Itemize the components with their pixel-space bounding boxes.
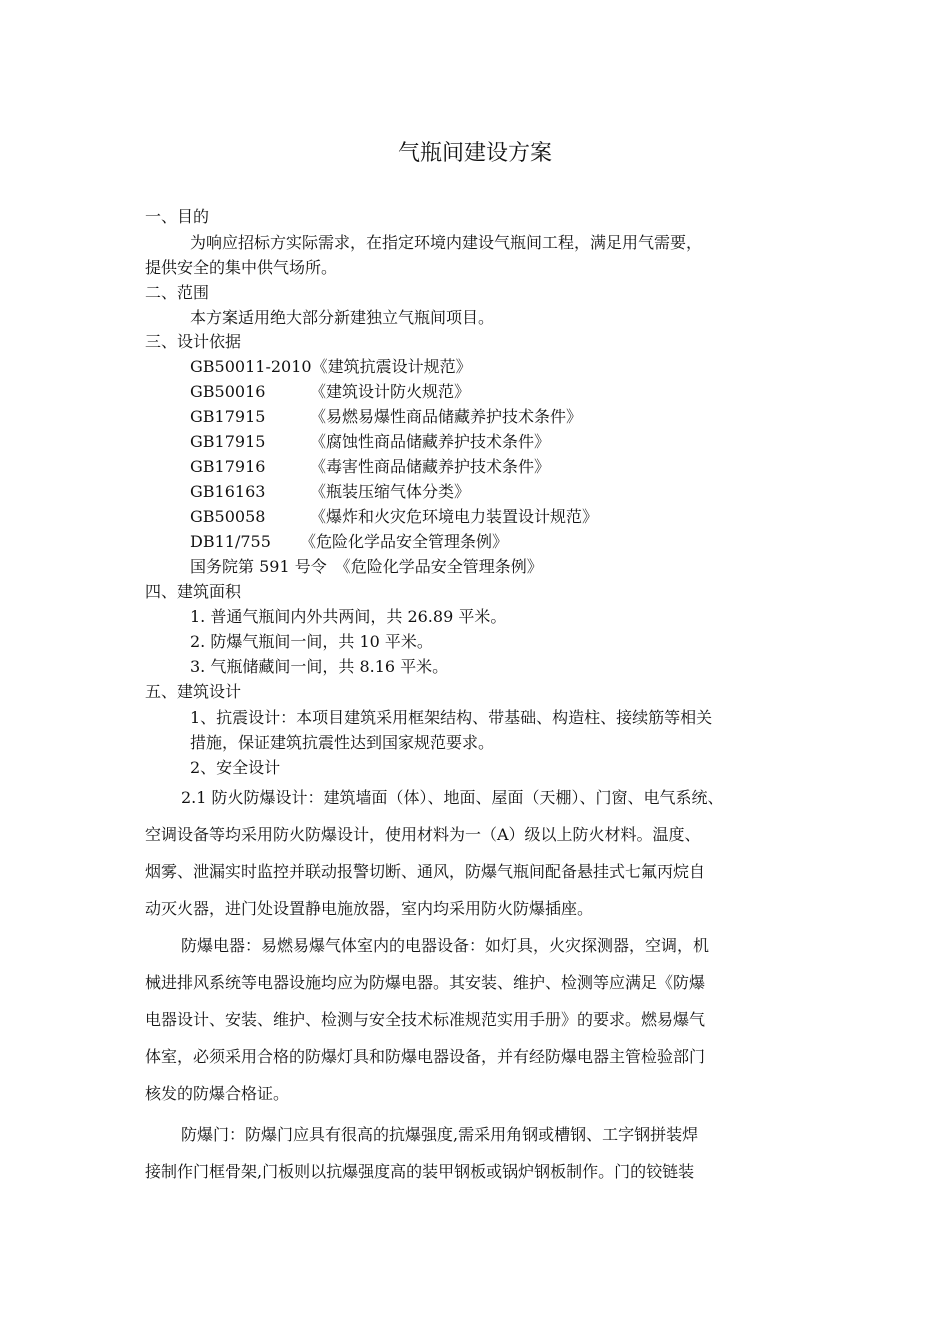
scope-paragraph: 本方案适用绝大部分新建独立气瓶间项目。 bbox=[190, 308, 495, 327]
standard-code: GB50016 bbox=[190, 382, 266, 401]
explosion-proof-electrical-line: 械进排风系统等电器设施均应为防爆电器。其安装、维护、检测等应满足《防爆 bbox=[145, 973, 706, 992]
standard-code: DB11/755 bbox=[190, 532, 271, 551]
fire-explosion-paragraph-line: 空调设备等均采用防火防爆设计，使用材料为一（A）级以上防火材料。温度、 bbox=[145, 825, 701, 844]
explosion-proof-electrical-line: 体室，必须采用合格的防爆灯具和防爆电器设备，并有经防爆电器主管检验部门 bbox=[145, 1047, 706, 1066]
standard-name: 《建筑抗震设计规范》 bbox=[311, 357, 472, 376]
standard-code: GB17915 bbox=[190, 432, 266, 451]
fire-explosion-paragraph-line: 2.1 防火防爆设计：建筑墙面（体）、地面、屋面（天棚）、门窗、电气系统、 bbox=[181, 788, 724, 807]
section-heading-scope: 二、范围 bbox=[145, 283, 210, 302]
safety-design-heading: 2、安全设计 bbox=[190, 758, 281, 777]
standard-code: GB50058 bbox=[190, 507, 266, 526]
standard-code: GB50011-2010 bbox=[190, 357, 312, 376]
page-title: 气瓶间建设方案 bbox=[397, 141, 552, 166]
standard-name: 《建筑设计防火规范》 bbox=[310, 382, 471, 401]
standard-name: 《易燃易爆性商品储藏养护技术条件》 bbox=[310, 407, 583, 426]
standard-item bbox=[190, 430, 550, 454]
purpose-paragraph-line: 提供安全的集中供气场所。 bbox=[145, 258, 338, 277]
standard-code: 国务院第 591 号令 bbox=[190, 557, 327, 576]
standard-name: 《危险化学品安全管理条例》 bbox=[334, 557, 543, 576]
explosion-proof-electrical-line: 核发的防爆合格证。 bbox=[145, 1084, 290, 1103]
purpose-paragraph-line: 为响应招标方实际需求，在指定环境内建设气瓶间工程，满足用气需要， bbox=[190, 233, 703, 252]
standard-code: GB16163 bbox=[190, 482, 266, 501]
standard-item bbox=[190, 405, 582, 429]
fire-explosion-paragraph-line: 动灭火器，进门处设置静电施放器，室内均采用防火防爆插座。 bbox=[145, 899, 594, 918]
section-heading-building-area: 四、建筑面积 bbox=[145, 582, 242, 601]
standard-item bbox=[190, 555, 543, 579]
explosion-proof-door-line: 接制作门框骨架,门板则以抗爆强度高的装甲钢板或锅炉钢板制作。门的铰链装 bbox=[145, 1162, 695, 1181]
section-heading-design-basis: 三、设计依据 bbox=[145, 332, 242, 351]
standard-item bbox=[190, 355, 472, 379]
area-list-item: 1. 普通气瓶间内外共两间，共 26.89 平米。 bbox=[190, 607, 507, 626]
standard-code: GB17915 bbox=[190, 407, 266, 426]
standard-name: 《毒害性商品储藏养护技术条件》 bbox=[310, 457, 551, 476]
explosion-proof-electrical-line: 防爆电器：易燃易爆气体室内的电器设备：如灯具，火灾探测器，空调，机 bbox=[181, 936, 710, 955]
explosion-proof-electrical-line: 电器设计、安装、维护、检测与安全技术标准规范实用手册》的要求。燃易爆气 bbox=[145, 1010, 706, 1029]
standard-code: GB17916 bbox=[190, 457, 266, 476]
standard-item bbox=[190, 480, 470, 504]
section-heading-purpose: 一、目的 bbox=[145, 207, 210, 226]
standard-item bbox=[190, 380, 470, 404]
fire-explosion-paragraph-line: 烟雾、泄漏实时监控并联动报警切断、通风，防爆气瓶间配备悬挂式七氟丙烷自 bbox=[145, 862, 706, 881]
section-heading-building-design: 五、建筑设计 bbox=[145, 682, 242, 701]
area-list-item: 2. 防爆气瓶间一间，共 10 平米。 bbox=[190, 632, 433, 651]
standard-name: 《爆炸和火灾危环境电力装置设计规范》 bbox=[310, 507, 599, 526]
standard-item bbox=[190, 530, 508, 554]
standard-name: 《危险化学品安全管理条例》 bbox=[300, 532, 509, 551]
area-list-item: 3. 气瓶储藏间一间，共 8.16 平米。 bbox=[190, 657, 449, 676]
standard-item bbox=[190, 505, 598, 529]
explosion-proof-door-line: 防爆门：防爆门应具有很高的抗爆强度,需采用角钢或槽钢、工字钢拼装焊 bbox=[181, 1125, 699, 1144]
seismic-design-line: 措施，保证建筑抗震性达到国家规范要求。 bbox=[190, 733, 495, 752]
seismic-design-line: 1、抗震设计：本项目建筑采用框架结构、带基础、构造柱、接续筋等相关 bbox=[190, 708, 713, 727]
standard-name: 《瓶装压缩气体分类》 bbox=[310, 482, 471, 501]
standard-item bbox=[190, 455, 550, 479]
standard-name: 《腐蚀性商品储藏养护技术条件》 bbox=[310, 432, 551, 451]
